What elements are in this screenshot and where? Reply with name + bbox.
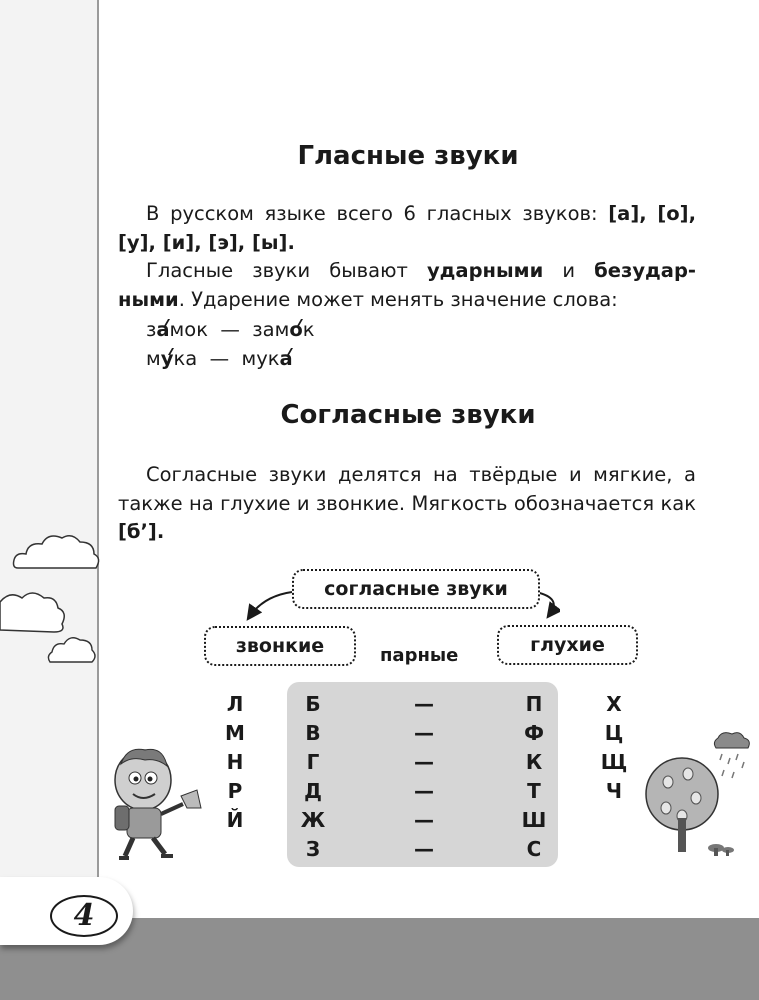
stress-example-row xyxy=(146,316,315,345)
consonant-letter: Й xyxy=(226,808,244,832)
vowels-title: Гласные звуки xyxy=(297,141,519,171)
word-part: зам xyxy=(252,318,290,341)
consonant-letter: П xyxy=(525,692,543,716)
dash: — xyxy=(414,808,434,832)
unstressed-term-part1: безудар- xyxy=(594,259,696,282)
paired-voiced-column xyxy=(296,690,330,864)
word-part: к xyxy=(302,318,315,341)
cloud-illustration-3 xyxy=(46,632,98,668)
dash: — xyxy=(414,837,434,861)
unstressed-term-part2: ными xyxy=(118,287,179,311)
left-margin xyxy=(0,0,99,888)
dash: — xyxy=(209,346,230,370)
stressed-vowel: у xyxy=(160,346,174,370)
word-part: з xyxy=(146,318,157,341)
unpaired-voiced-column xyxy=(218,690,252,835)
dash: — xyxy=(414,750,434,774)
cloud-illustration-2 xyxy=(0,586,70,638)
unpaired-voiceless-column xyxy=(596,690,632,806)
tree-illustration xyxy=(636,728,754,858)
consonant-letter: Ж xyxy=(300,808,326,832)
stressed-vowel: а xyxy=(156,318,170,341)
consonant-letter: С xyxy=(526,837,542,861)
consonant-letter: Ц xyxy=(604,721,624,745)
consonant-letter: Г xyxy=(306,750,320,774)
stressed-vowel: а xyxy=(279,346,293,370)
consonant-letter: Щ xyxy=(600,750,628,774)
pair-dash-column xyxy=(404,690,444,864)
vowels-p2-text2: и xyxy=(543,259,595,282)
consonant-letter: Т xyxy=(527,779,541,803)
vowels-sounds-a: [а], xyxy=(608,202,647,225)
boy-illustration xyxy=(105,742,215,862)
dash: — xyxy=(414,692,434,716)
word-part: м xyxy=(146,346,161,370)
paired-voiceless-column xyxy=(516,690,552,864)
consonant-letter: В xyxy=(305,721,321,745)
dash: — xyxy=(220,318,240,341)
paired-label: парные xyxy=(380,645,459,666)
consonants-root-box: согласные звуки xyxy=(292,569,540,609)
soft-sign-sound: [б’]. xyxy=(118,520,165,543)
vowels-paragraph xyxy=(118,200,696,314)
stressed-vowel: о xyxy=(289,318,303,341)
word-part: мук xyxy=(241,346,280,370)
vowels-p1-text: В русском языке всего 6 гласных звуков: xyxy=(146,202,609,225)
consonant-letter: Д xyxy=(304,779,322,803)
consonant-letter: Л xyxy=(226,692,244,716)
consonants-title: Согласные звуки xyxy=(280,400,536,430)
dash: — xyxy=(414,721,434,745)
page-number: 4 xyxy=(50,895,118,937)
consonant-letter: Б xyxy=(305,692,321,716)
consonants-paragraph xyxy=(118,461,696,547)
consonant-letter: М xyxy=(225,721,245,745)
stress-example-row xyxy=(146,345,315,374)
consonant-letter: Р xyxy=(227,779,243,803)
vowels-p2-text3: . Ударение может менять значение слова: xyxy=(178,287,618,311)
consonant-letter: Ч xyxy=(605,779,623,803)
vowels-p2-text1: Гласные звуки бывают xyxy=(146,259,427,282)
consonants-p1-text: Согласные звуки делятся на твёрдые и мягкие, а также на глухие и звонкие. Мягкость обозначается как xyxy=(118,463,696,515)
word-part: мок xyxy=(169,318,208,341)
consonant-letter: Н xyxy=(226,750,244,774)
stress-examples xyxy=(146,316,315,373)
consonant-letter: Ф xyxy=(524,721,544,745)
vowels-sounds-b: [о], [у], [и], [э], [ы]. xyxy=(118,202,696,254)
voiceless-box: глухие xyxy=(497,625,638,665)
consonant-letter: К xyxy=(525,750,543,774)
consonant-letter: З xyxy=(305,837,321,861)
consonant-letter: Ш xyxy=(521,808,547,832)
consonant-letter: Х xyxy=(606,692,622,716)
dash: — xyxy=(414,779,434,803)
voiced-box: звонкие xyxy=(204,626,356,666)
cloud-illustration-1 xyxy=(10,528,102,576)
word-part: ка xyxy=(173,346,198,370)
stressed-term: ударными xyxy=(426,259,544,282)
